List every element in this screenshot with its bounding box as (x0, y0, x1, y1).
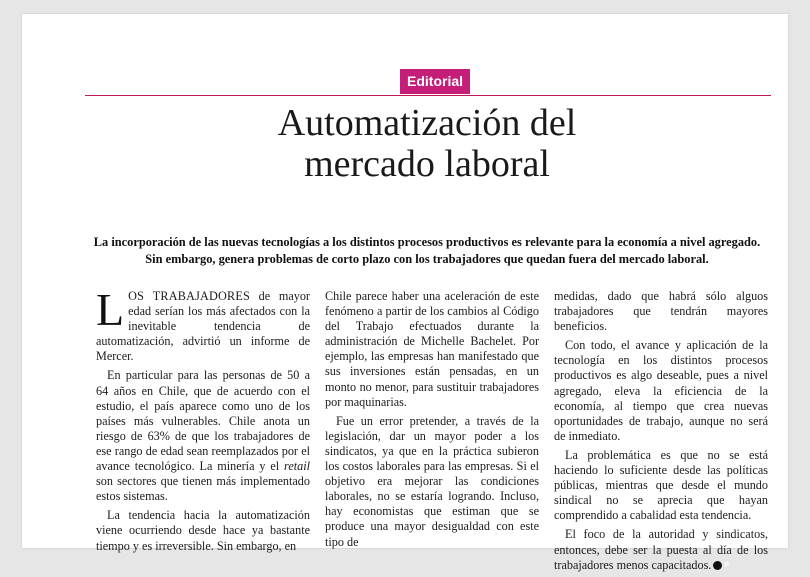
paragraph-3: La tendencia hacia la automatización viene ocurriendo desde hace ya bastante tiempo y es irreversible. Sin embargo, en (96, 508, 310, 553)
paragraph-9-text: El foco de la autoridad y sindicatos, entonces, debe ser la puesta al día de los trabajadores menos capacitados. (554, 527, 768, 572)
paragraph-8: La problemática es que no se está haciendo lo suficiente desde las políticas públicas, mientras que desde el mundo sindical no se aprecia que hayan comprendido a cabalidad esta tendencia. (554, 447, 768, 523)
newspaper-page (22, 14, 788, 572)
paragraph-1-text: de mayor edad serían los más afectados con la inevitable tendencia de automatización, advirtió un informe de Mercer. (96, 289, 310, 364)
body-column-2 (325, 289, 539, 554)
paragraph-5: Fue un error pretender, a través de la legislación, dar un mayor poder a los sindicatos, ya que en la práctica subieron los costos laborales para las empresas. Si el objetivo era mejorar las condiciones laborales, no se estaría logrando. Incluso, hay economistas que estiman que se produce una mayor desigualdad con este tipo de (325, 413, 539, 549)
lead-in-caps: OS TRABAJADORES (128, 289, 250, 303)
deck-line-1: La incorporación de las nuevas tecnologías a los distintos procesos productivos es relevante para la economía a nivel agregado. (93, 235, 761, 249)
section-tag: Editorial (400, 69, 470, 94)
headline-line-1: Automatización del (277, 102, 577, 144)
headline (212, 103, 642, 185)
paragraph-2-text-a: En particular para las personas de 50 a 64 años en Chile, que de acuerdo con el estudio, el país aparece como uno de los países más vulnerables. Chile anota un riesgo de 63% de que los trabajadores de ese rango de edad sean reemplazados por el avance tecnológico. La minería y el (96, 368, 310, 474)
section-rule (85, 95, 771, 96)
deck-line-2: Sin embargo, genera problemas de corto plazo con los trabajadores que quedan fuera del mercado laboral. (145, 252, 709, 266)
end-mark-icon: P (713, 561, 722, 570)
paragraph-7: Con todo, el avance y aplicación de la tecnología en los distintos procesos productivos es algo deseable, pues a nivel agregado, eleva la eficiencia de la economía, al tiempo que crea nuevas oportunidades de trabajo, aunque no será de inmediato. (554, 338, 768, 443)
paragraph-2 (96, 368, 310, 504)
paragraph-1 (96, 284, 310, 364)
deck (82, 234, 772, 268)
paragraph-2-emphasis: retail (284, 459, 310, 474)
paragraph-4: Chile parece haber una aceleración de este fenómeno a partir de los cambios al Código del Trabajo efectuados durante la administración de Michelle Bachelet. Por ejemplo, las empresas han manifestado que sus inversiones están pensadas, en un monto no menor, para sustituir trabajadores por maquinarias. (325, 289, 539, 409)
paragraph-2-text-b: son sectores que tienen más implementado estos sistemas. (96, 474, 310, 504)
body-column-3 (554, 289, 768, 577)
body-column-1 (96, 284, 310, 558)
paragraph-6: medidas, dado que habrá sólo alguos trabajadores que tendrán mayores beneficios. (554, 289, 768, 334)
drop-cap: L (96, 284, 125, 335)
headline-line-2: mercado laboral (304, 143, 550, 185)
